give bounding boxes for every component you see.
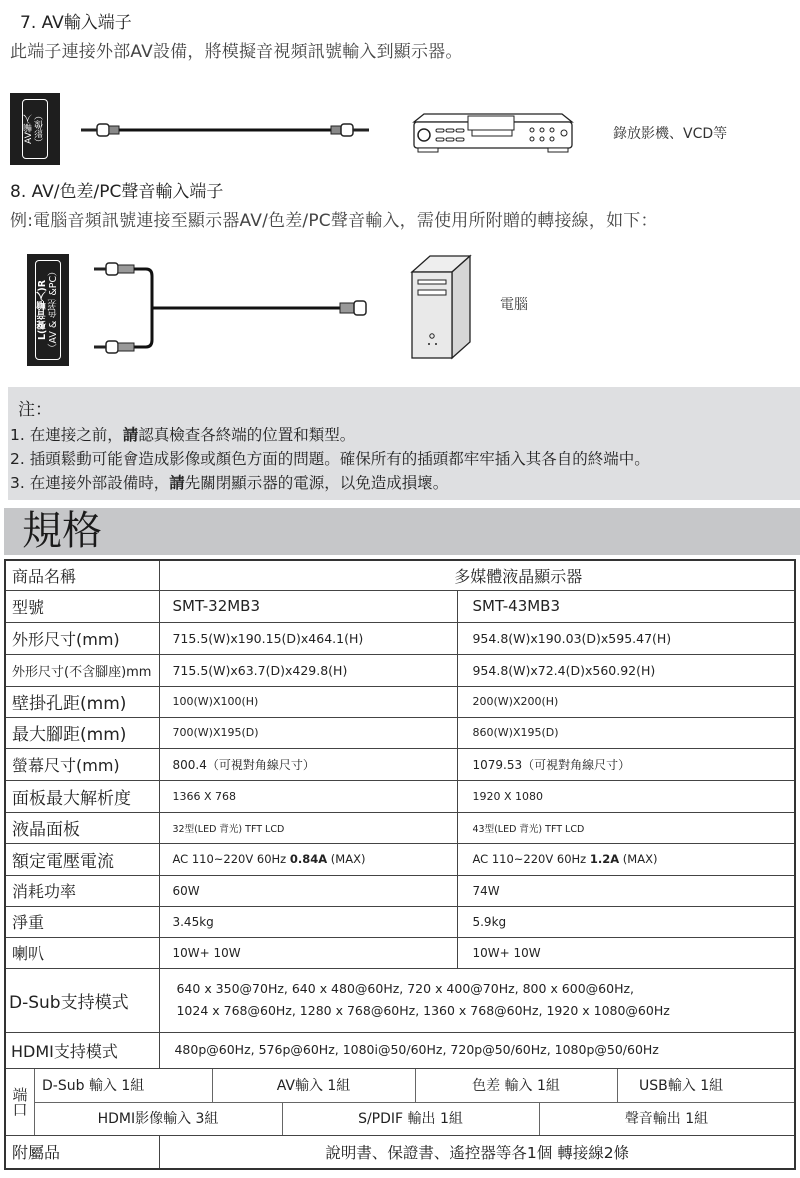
- dsub-modes-value: 640 x 350@70Hz, 640 x 480@60Hz, 720 x 400@70Hz, 800 x 600@60Hz, 1024 x 768@60Hz, 1280 x 768@60Hz, 1360 x 768@60Hz, 1920 x 1080@60Hz: [160, 968, 795, 1032]
- desktop-tower-icon: [408, 252, 478, 362]
- table-row: 喇叭 10W+ 10W 10W+ 10W: [5, 937, 795, 968]
- port-usb-input: USB輸入 1組: [639, 1078, 724, 1094]
- dsub-modes-label: D-Sub支持模式: [5, 968, 160, 1032]
- specs-table: [4, 559, 796, 1170]
- hdmi-modes-label: HDMI支持模式: [5, 1032, 160, 1068]
- section-7-title: 7. AV輸入端子: [20, 13, 132, 33]
- section-8-title: 8. AV/色差/PC聲音輸入端子: [10, 182, 224, 202]
- vcr-caption: 錄放影機、VCD等: [613, 126, 728, 142]
- table-row: [5, 1135, 795, 1169]
- hdmi-modes-value: 480p@60Hz, 576p@60Hz, 1080i@50/60Hz, 720p@50/60Hz, 1080p@50/60Hz: [160, 1032, 795, 1068]
- ports-grid: [6, 1069, 794, 1135]
- product-name-value: 多媒體液晶顯示器: [160, 560, 795, 590]
- specs-heading-band: [4, 508, 800, 555]
- pc-caption: 電腦: [500, 297, 528, 313]
- note-item-3: 3. 在連接外部設備時，請先關閉顯示器的電源，以免造成損壞。: [10, 474, 449, 492]
- table-row: 淨重 3.45kg 5.9kg: [5, 906, 795, 937]
- audio-input-port-label: L(聲音輸入)R （AV & 色差 &PC）: [27, 254, 69, 366]
- table-row: 消耗功率 60W 74W: [5, 875, 795, 906]
- av-input-port-label: AV輸入 （影像）: [10, 93, 60, 165]
- notes-box: [8, 387, 800, 500]
- table-row: 額定電壓電流 AC 110~220V 60Hz 0.84A (MAX) AC 110~220V 60Hz 1.2A (MAX): [5, 843, 795, 875]
- accessories-value: 說明書、保證書、遙控器等各1個 轉接線2條: [160, 1135, 795, 1169]
- port-hdmi-input: HDMI影像輸入 3組: [97, 1111, 219, 1127]
- specs-heading: 規格: [22, 508, 102, 554]
- table-row: 液晶面板 32型(LED 背光) TFT LCD 43型(LED 背光) TFT LCD: [5, 812, 795, 843]
- table-row: 螢幕尺寸(mm) 800.4（可視對角線尺寸） 1079.53（可視對角線尺寸）: [5, 748, 795, 780]
- section-8-description: 例:電腦音頻訊號連接至顯示器AV/色差/PC聲音輸入，需使用所附贈的轉接線，如下：: [10, 211, 658, 231]
- ports-label: 端口: [10, 1086, 29, 1117]
- y-splitter-cable-icon: [90, 258, 380, 358]
- table-row: 壁掛孔距(mm) 100(W)X100(H) 200(W)X200(H): [5, 686, 795, 717]
- port-dsub-input: D-Sub 輸入 1組: [42, 1078, 145, 1094]
- section-7-description: 此端子連接外部AV設備，將模擬音視頻訊號輸入到顯示器。: [10, 42, 463, 62]
- notes-heading: 注：: [18, 400, 52, 420]
- table-row: [5, 1032, 795, 1068]
- table-row: 外形尺寸(不含腳座)mm 715.5(W)x63.7(D)x429.8(H) 954.8(W)x72.4(D)x560.92(H): [5, 654, 795, 686]
- port-spdif-output: S/PDIF 輸出 1組: [358, 1111, 463, 1127]
- port-av-input: AV輸入 1組: [276, 1078, 351, 1094]
- table-row: [5, 560, 795, 590]
- vcr-player-icon: [412, 108, 577, 154]
- ports-row: [5, 1068, 795, 1135]
- note-item-1: 1. 在連接之前，請認真檢查各終端的位置和類型。: [10, 426, 356, 444]
- table-row: 外形尺寸(mm) 715.5(W)x190.15(D)x464.1(H) 954.8(W)x190.03(D)x595.47(H): [5, 622, 795, 654]
- table-row: 最大腳距(mm) 700(W)X195(D) 860(W)X195(D): [5, 717, 795, 748]
- table-row: 面板最大解析度 1366 X 768 1920 X 1080: [5, 780, 795, 812]
- port-audio-output: 聲音輸出 1組: [624, 1111, 709, 1127]
- table-row: 型號 SMT-32MB3 SMT-43MB3: [5, 590, 795, 622]
- table-row: [5, 968, 795, 1032]
- port-component-input: 色差 輸入 1組: [472, 1078, 560, 1094]
- product-name-label: 商品名稱: [5, 560, 160, 590]
- accessories-label: 附屬品: [5, 1135, 160, 1169]
- rca-cable-icon: [75, 118, 375, 142]
- note-item-2: 2. 插頭鬆動可能會造成影像或顏色方面的問題。確保所有的插頭都牢牢插入其各自的終端中。: [10, 450, 650, 468]
